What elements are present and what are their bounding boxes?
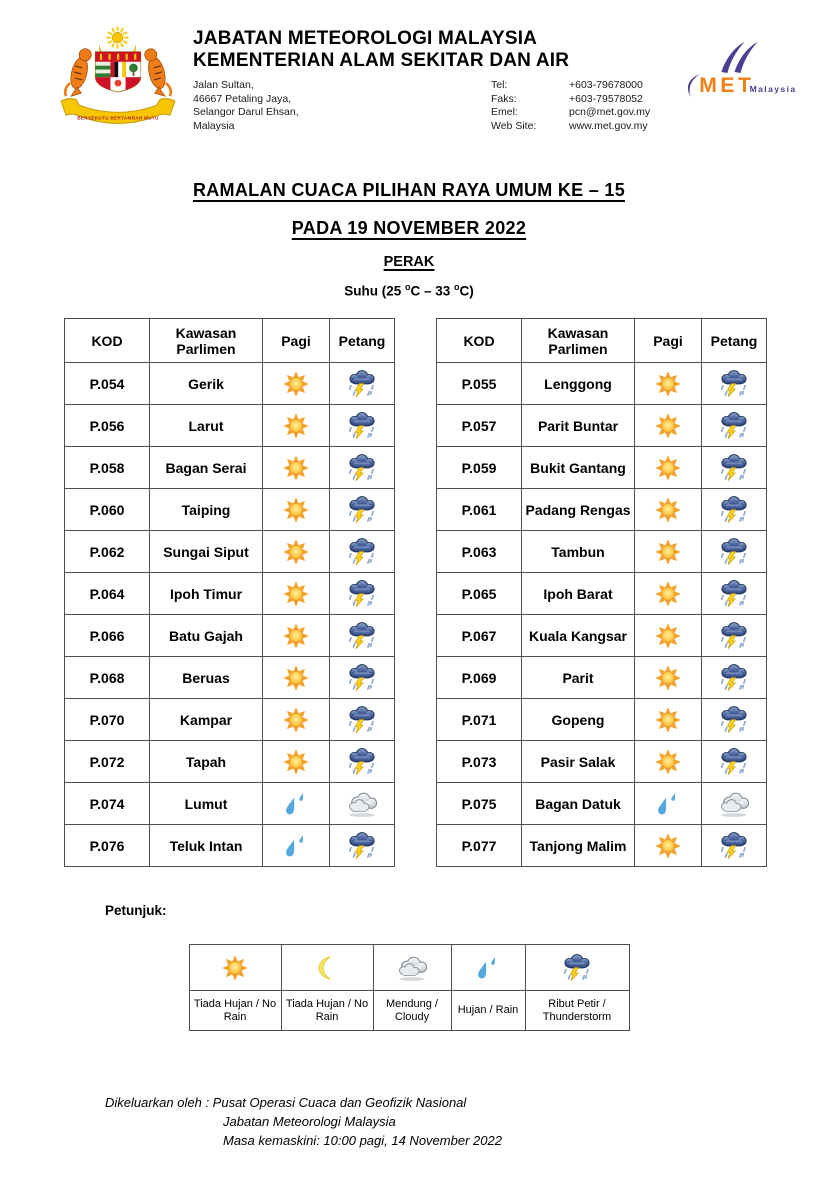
- kod-cell: P.056: [65, 405, 150, 447]
- agency-address: [193, 79, 343, 133]
- kod-cell: P.055: [437, 363, 522, 405]
- kod-cell: P.075: [437, 783, 522, 825]
- thunderstorm-icon: [345, 663, 379, 693]
- legend-wrap: [0, 944, 818, 1031]
- sun-icon: [651, 663, 685, 693]
- kawasan-cell: Padang Rengas: [522, 489, 635, 531]
- kawasan-cell: Bagan Serai: [150, 447, 263, 489]
- thunderstorm-icon: [345, 621, 379, 651]
- petang-forecast-cell: [330, 489, 395, 531]
- forecast-row: [65, 741, 395, 783]
- kawasan-cell: Lumut: [150, 783, 263, 825]
- kawasan-cell: Beruas: [150, 657, 263, 699]
- thunderstorm-icon: [717, 705, 751, 735]
- forecast-table-left: [64, 318, 395, 867]
- kod-cell: P.061: [437, 489, 522, 531]
- forecast-row: [437, 783, 767, 825]
- sun-icon: [651, 621, 685, 651]
- forecast-row: [65, 615, 395, 657]
- date-title: PADA 19 NOVEMBER 2022: [291, 218, 527, 238]
- forecast-table-right: [436, 318, 767, 867]
- petang-forecast-cell: [702, 447, 767, 489]
- petang-forecast-cell: [330, 573, 395, 615]
- col-header-kod: KOD: [437, 319, 522, 363]
- kod-cell: P.060: [65, 489, 150, 531]
- met-logo-text: MET: [699, 74, 755, 98]
- issuer-line1: Dikeluarkan oleh : Pusat Operasi Cuaca dan Geofizik Nasional: [105, 1095, 467, 1110]
- malaysia-coat-of-arms: [55, 24, 181, 136]
- petang-forecast-cell: [330, 531, 395, 573]
- sun-icon: [218, 953, 252, 983]
- address-line: Malaysia: [193, 119, 235, 132]
- kod-cell: P.067: [437, 615, 522, 657]
- forecast-row: [437, 699, 767, 741]
- petang-forecast-cell: [330, 741, 395, 783]
- col-header-kod: KOD: [65, 319, 150, 363]
- contact-label: Web Site:: [491, 119, 537, 132]
- address-line: Selangor Darul Ehsan,: [193, 106, 299, 118]
- thunderstorm-icon: [717, 537, 751, 567]
- kod-cell: P.072: [65, 741, 150, 783]
- cloudy-icon: [395, 953, 429, 983]
- legend-table: [189, 944, 630, 1031]
- kod-cell: P.066: [65, 615, 150, 657]
- kawasan-cell: Tanjong Malim: [522, 825, 635, 867]
- petang-forecast-cell: [330, 363, 395, 405]
- pagi-forecast-cell: [263, 615, 330, 657]
- legend-icon-cell: [373, 945, 451, 991]
- sun-icon: [279, 411, 313, 441]
- pagi-forecast-cell: [263, 447, 330, 489]
- pagi-forecast-cell: [635, 657, 702, 699]
- kawasan-cell: Lenggong: [522, 363, 635, 405]
- thunderstorm-icon: [717, 621, 751, 651]
- forecast-row: [65, 447, 395, 489]
- sun-icon: [651, 537, 685, 567]
- petang-forecast-cell: [330, 447, 395, 489]
- sun-icon: [279, 705, 313, 735]
- thunderstorm-icon: [717, 831, 751, 861]
- petang-forecast-cell: [330, 405, 395, 447]
- thunderstorm-icon: [717, 579, 751, 609]
- sun-icon: [279, 663, 313, 693]
- sun-icon: [651, 369, 685, 399]
- kawasan-cell: Sungai Siput: [150, 531, 263, 573]
- petang-forecast-cell: [330, 825, 395, 867]
- pagi-forecast-cell: [635, 573, 702, 615]
- sun-icon: [279, 579, 313, 609]
- pagi-forecast-cell: [635, 783, 702, 825]
- met-malaysia-logo: [672, 38, 798, 104]
- pagi-forecast-cell: [635, 447, 702, 489]
- rain-icon: [471, 953, 505, 983]
- petang-forecast-cell: [702, 783, 767, 825]
- forecast-row: [65, 657, 395, 699]
- issuer-note: [105, 1093, 502, 1150]
- contact-value: pcn@met.gov.my: [569, 106, 651, 118]
- kod-cell: P.054: [65, 363, 150, 405]
- sun-icon: [651, 579, 685, 609]
- sun-icon: [651, 831, 685, 861]
- kawasan-cell: Ipoh Timur: [150, 573, 263, 615]
- thunderstorm-icon: [345, 369, 379, 399]
- thunderstorm-icon: [717, 663, 751, 693]
- issuer-line2: Jabatan Meteorologi Malaysia: [223, 1114, 396, 1129]
- address-line: 46667 Petaling Jaya,: [193, 92, 292, 105]
- pagi-forecast-cell: [263, 699, 330, 741]
- kawasan-cell: Gopeng: [522, 699, 635, 741]
- legend-icon-cell: [189, 945, 281, 991]
- sun-icon: [651, 747, 685, 777]
- thunderstorm-icon: [345, 831, 379, 861]
- contact-label: Emel:: [491, 106, 518, 118]
- kawasan-cell: Pasir Salak: [522, 741, 635, 783]
- petang-forecast-cell: [702, 741, 767, 783]
- kod-cell: P.062: [65, 531, 150, 573]
- petang-forecast-cell: [702, 825, 767, 867]
- thunderstorm-icon: [345, 495, 379, 525]
- sun-icon: [279, 747, 313, 777]
- legend-label: Ribut Petir / Thunderstorm: [525, 991, 629, 1031]
- kawasan-cell: Kampar: [150, 699, 263, 741]
- forecast-row: [65, 699, 395, 741]
- kod-cell: P.077: [437, 825, 522, 867]
- pagi-forecast-cell: [635, 699, 702, 741]
- forecast-row: [437, 825, 767, 867]
- thunderstorm-icon: [717, 453, 751, 483]
- forecast-row: [65, 825, 395, 867]
- kod-cell: P.076: [65, 825, 150, 867]
- pagi-forecast-cell: [263, 741, 330, 783]
- contact-label: Faks:: [491, 92, 517, 105]
- sun-icon: [651, 411, 685, 441]
- forecast-row: [65, 573, 395, 615]
- met-logo-subtext: Malaysia: [749, 84, 797, 95]
- pagi-forecast-cell: [635, 741, 702, 783]
- forecast-row: [437, 657, 767, 699]
- sun-icon: [279, 453, 313, 483]
- pagi-forecast-cell: [635, 489, 702, 531]
- col-header-pagi: Pagi: [263, 319, 330, 363]
- kod-cell: P.073: [437, 741, 522, 783]
- forecast-row: [437, 363, 767, 405]
- address-line: Jalan Sultan,: [193, 79, 254, 91]
- thunderstorm-icon: [345, 705, 379, 735]
- sun-icon: [651, 495, 685, 525]
- legend-label: Tiada Hujan / No Rain: [281, 991, 373, 1031]
- agency-name-line2: KEMENTERIAN ALAM SEKITAR DAN AIR: [193, 50, 570, 71]
- thunderstorm-icon: [717, 369, 751, 399]
- letterhead: [55, 24, 802, 136]
- header-row: [437, 319, 767, 363]
- petang-forecast-cell: [702, 573, 767, 615]
- legend-label: Tiada Hujan / No Rain: [189, 991, 281, 1031]
- letterhead-text: [193, 24, 650, 136]
- petang-forecast-cell: [702, 615, 767, 657]
- temperature-range: Suhu (25 $^o$C – 33 $^o$C): [344, 282, 474, 299]
- kod-cell: P.065: [437, 573, 522, 615]
- forecast-row: [65, 489, 395, 531]
- kod-cell: P.074: [65, 783, 150, 825]
- kod-cell: P.058: [65, 447, 150, 489]
- kawasan-cell: Kuala Kangsar: [522, 615, 635, 657]
- legend-icon-cell: [281, 945, 373, 991]
- rain-icon: [279, 831, 313, 861]
- sun-icon: [651, 453, 685, 483]
- sun-icon: [279, 621, 313, 651]
- forecast-tables: [64, 318, 767, 867]
- pagi-forecast-cell: [635, 531, 702, 573]
- kawasan-cell: Tapah: [150, 741, 263, 783]
- forecast-row: [437, 573, 767, 615]
- petang-forecast-cell: [330, 783, 395, 825]
- main-title: RAMALAN CUACA PILIHAN RAYA UMUM KE – 15: [192, 180, 626, 200]
- pagi-forecast-cell: [635, 615, 702, 657]
- petang-forecast-cell: [702, 657, 767, 699]
- kawasan-cell: Tambun: [522, 531, 635, 573]
- contact-value: +603-79578052: [569, 92, 643, 105]
- petang-forecast-cell: [330, 699, 395, 741]
- legend-icon-row: [189, 945, 629, 991]
- forecast-row: [65, 531, 395, 573]
- legend-icon-cell: [451, 945, 525, 991]
- petang-forecast-cell: [702, 531, 767, 573]
- pagi-forecast-cell: [263, 363, 330, 405]
- legend-icon-cell: [525, 945, 629, 991]
- kod-cell: P.070: [65, 699, 150, 741]
- col-header-kawasan: Kawasan Parlimen: [150, 319, 263, 363]
- thunderstorm-icon: [345, 579, 379, 609]
- forecast-row: [65, 363, 395, 405]
- col-header-kawasan: Kawasan Parlimen: [522, 319, 635, 363]
- petang-forecast-cell: [702, 405, 767, 447]
- forecast-row: [437, 489, 767, 531]
- motto-banner: [61, 99, 175, 124]
- pagi-forecast-cell: [635, 825, 702, 867]
- header-row: [65, 319, 395, 363]
- agency-contacts: [491, 79, 650, 133]
- forecast-row: [437, 405, 767, 447]
- pagi-forecast-cell: [263, 531, 330, 573]
- issuer-line3: Masa kemaskini: 10:00 pagi, 14 November 2022: [223, 1133, 502, 1148]
- kawasan-cell: Ipoh Barat: [522, 573, 635, 615]
- sun-icon: [279, 537, 313, 567]
- pagi-forecast-cell: [263, 489, 330, 531]
- rain-icon: [279, 789, 313, 819]
- document-titles: [0, 180, 818, 299]
- contact-value: www.met.gov.my: [569, 119, 648, 132]
- kod-cell: P.059: [437, 447, 522, 489]
- sun-icon: [279, 495, 313, 525]
- kawasan-cell: Taiping: [150, 489, 263, 531]
- kod-cell: P.068: [65, 657, 150, 699]
- forecast-row: [437, 447, 767, 489]
- legend-label: Mendung / Cloudy: [373, 991, 451, 1031]
- sun-icon: [651, 705, 685, 735]
- petang-forecast-cell: [330, 657, 395, 699]
- kawasan-cell: Larut: [150, 405, 263, 447]
- agency-name-line1: JABATAN METEOROLOGI MALAYSIA: [193, 28, 538, 49]
- kawasan-cell: Parit: [522, 657, 635, 699]
- legend-label: Hujan / Rain: [451, 991, 525, 1031]
- kawasan-cell: Bagan Datuk: [522, 783, 635, 825]
- pagi-forecast-cell: [263, 783, 330, 825]
- shield: [95, 52, 140, 93]
- forecast-row: [437, 741, 767, 783]
- pagi-forecast-cell: [635, 405, 702, 447]
- thunderstorm-icon: [717, 495, 751, 525]
- moon-icon: [310, 953, 344, 983]
- pagi-forecast-cell: [263, 657, 330, 699]
- kod-cell: P.063: [437, 531, 522, 573]
- state-title: PERAK: [383, 254, 435, 270]
- kod-cell: P.057: [437, 405, 522, 447]
- petang-forecast-cell: [702, 699, 767, 741]
- rain-icon: [651, 789, 685, 819]
- cloudy-icon: [345, 789, 379, 819]
- contact-label: Tel:: [491, 79, 508, 91]
- petang-forecast-cell: [702, 489, 767, 531]
- thunderstorm-icon: [717, 747, 751, 777]
- pagi-forecast-cell: [263, 405, 330, 447]
- kawasan-cell: Bukit Gantang: [522, 447, 635, 489]
- thunderstorm-icon: [345, 747, 379, 777]
- pagi-forecast-cell: [635, 363, 702, 405]
- legend-heading: Petunjuk:: [105, 903, 167, 918]
- thunderstorm-icon: [345, 453, 379, 483]
- contact-value: +603-79678000: [569, 79, 643, 91]
- kawasan-cell: Teluk Intan: [150, 825, 263, 867]
- forecast-row: [65, 405, 395, 447]
- kod-cell: P.071: [437, 699, 522, 741]
- kawasan-cell: Gerik: [150, 363, 263, 405]
- pagi-forecast-cell: [263, 825, 330, 867]
- petang-forecast-cell: [702, 363, 767, 405]
- col-header-petang: Petang: [330, 319, 395, 363]
- col-header-petang: Petang: [702, 319, 767, 363]
- col-header-pagi: Pagi: [635, 319, 702, 363]
- thunderstorm-icon: [560, 953, 594, 983]
- kawasan-cell: Parit Buntar: [522, 405, 635, 447]
- petang-forecast-cell: [330, 615, 395, 657]
- pagi-forecast-cell: [263, 573, 330, 615]
- coat-motto: BERSEKUTU BERTAMBAH MUTU: [77, 115, 159, 121]
- thunderstorm-icon: [345, 411, 379, 441]
- legend-label-row: [189, 991, 629, 1031]
- kod-cell: P.064: [65, 573, 150, 615]
- forecast-row: [437, 531, 767, 573]
- kod-cell: P.069: [437, 657, 522, 699]
- cloudy-icon: [717, 789, 751, 819]
- thunderstorm-icon: [717, 411, 751, 441]
- sun-icon: [279, 369, 313, 399]
- thunderstorm-icon: [345, 537, 379, 567]
- forecast-row: [65, 783, 395, 825]
- forecast-row: [437, 615, 767, 657]
- kawasan-cell: Batu Gajah: [150, 615, 263, 657]
